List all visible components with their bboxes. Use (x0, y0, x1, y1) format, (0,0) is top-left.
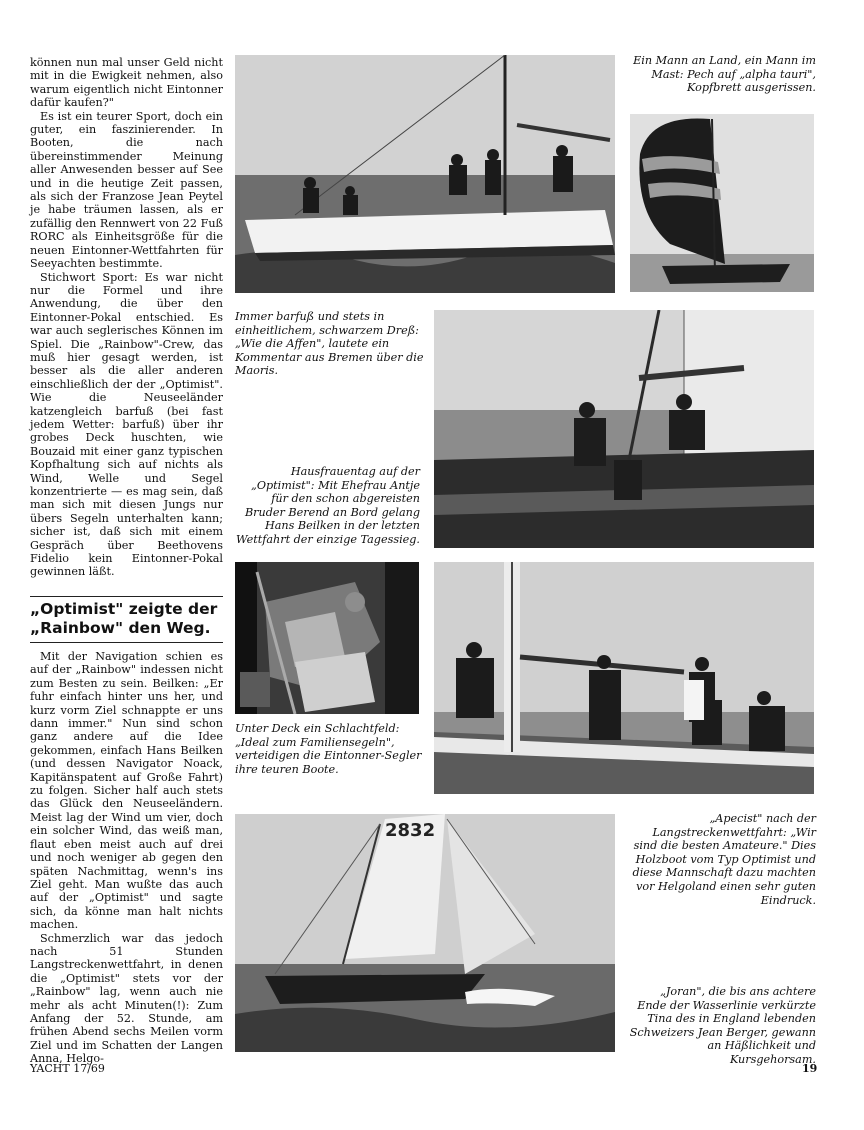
paragraph: Es ist ein teurer Sport, doch ein guter, ein faszinierender. In Booten, die nach übereinstimmender Meinung aller Anwesenden besser auf See und in die heutige Zeit passen, als sich der Franzose Jean Peytel je habe träumen lassen, als er zufällig den Rennwert von 22 Fuß RORC als Einheitsgröße für die neuen Eintonner-Wettfahrten für Seeyachten bestimmte. (30, 109, 224, 271)
paragraph: Schmerzlich war das jedoch nach 51 Stunden Langstreckenwettfahrt, in denen die „Optimist" stets vor der „Rainbow" lag, wenn auch nie mehr als acht Minuten(!): Zum Anfang der 52. Stunde, am frühen Abend sechs Meilen vorm Ziel und im Schatten der Langen Anna, Helgo- (30, 931, 223, 1066)
article-column-bottom (30, 650, 223, 1066)
photo-rainbow-crew-image (235, 55, 615, 293)
footer-issue: YACHT 17/69 (30, 1062, 105, 1075)
caption-joran: „Joran", die bis ans achtere Ende der Wasserlinie verkürzte Tina des in England lebenden Schweizers Jean Berger, gewann an Häßlichkeit und Kursgehorsam. (629, 985, 816, 1066)
caption-apecist: „Apecist" nach der Langstreckenwettfahrt: „Wir sind die besten Amateure." Dies Holzboot vom Typ Optimist und diese Mannschaft dazu machten vor Helgoland einen sehr guten Eindruck. (632, 812, 816, 907)
article-column-top (30, 56, 223, 579)
caption-alpha-tauri: Ein Mann an Land, ein Mann im Mast: Pech auf „alpha tauri", Kopfbrett ausgerissen. (633, 54, 816, 95)
photo-below-deck-image (235, 562, 419, 714)
photo-joran-image (235, 814, 615, 1052)
headline-line: „Optimist" zeigte der (30, 600, 218, 618)
photo-optimist-crew-image (434, 310, 814, 548)
photo-optimist-crew (434, 310, 814, 548)
paragraph: können nun mal unser Geld nicht mit in die Ewigkeit nehmen, also warum eigentlich nicht Eintonner dafür kaufen?" (30, 56, 223, 110)
sail-number: 2832 (385, 820, 436, 841)
caption-unter-deck: Unter Deck ein Schlachtfeld: „Ideal zum Familiensegeln", verteidigen die Eintonner-Segler ihre teuren Boote. (235, 722, 422, 776)
photo-joran (235, 814, 615, 1052)
paragraph: Stichwort Sport: Es war nicht nur die Formel und ihre Anwendung, die über den Eintonner-Pokal entschied. Es war auch seglerisches Können im Spiel. Die „Rainbow"-Crew, das muß hier gesagt werden, ist besser als die aller anderen einschließlich der der „Optimist". Wie die Neuseeländer katzengleich barfuß (bei fast jedem Wetter: barfuß) über ihr grobes Deck huschten, wie Bouzaid mit einer ganz typischen Kopfhaltung sich auf nichts als Wind, Welle und Segel konzentrierte — es mag sein, daß man sich mit diesen Jungs nur übers Segeln unterhalten kann; sicher ist, daß sich mit einem Gespräch über Beethovens Fidelio kein Eintonner-Pokal gewinnen läßt. (30, 270, 223, 579)
photo-apecist-crew-image (434, 562, 814, 794)
photo-apecist-crew (434, 562, 814, 794)
paragraph: Mit der Navigation schien es auf der „Rainbow" indessen nicht zum Besten zu sein. Beilken: „Er fuhr einfach hinter uns her, und kurz vorm Ziel schnappte er uns dann immer." Nun sind schon ganz andere auf die Idee gekommen, einfach Hans Beilken (und dessen Navigator Noack, Kapitänspatent auf Große Fahrt) zu folgen. Sicher half auch stets das Glück den Neuseeländern. Meist lag der Wind um vier, doch ein solcher Wind, das weiß man, flaut eben meist auch auf drei und noch weniger ab gegen den späten Nachmittag, wenn's ins Ziel geht. Man wußte das auch auf der „Optimist" und sagte sich, da könne man halt nichts machen. (30, 650, 223, 932)
photo-below-deck (235, 562, 419, 714)
photo-alpha-tauri (630, 114, 814, 292)
photo-alpha-tauri-image (630, 114, 814, 292)
caption-maoris: Immer barfuß und stets in einheitlichem, schwarzem Dreß: „Wie die Affen", lautete ein Kommentar aus Bremen über die Maoris. (235, 310, 424, 378)
caption-hausfrauentag: Hausfrauentag auf der „Optimist": Mit Ehefrau Antje für den schon abgereisten Bruder Berend an Bord gelang Hans Beilken in der letzten Wettfahrt der einzige Tagessieg. (236, 465, 420, 546)
photo-rainbow-crew (235, 55, 615, 293)
headline-line: „Rainbow" den Weg. (30, 619, 211, 637)
section-headline (30, 596, 223, 643)
page-number: 19 (802, 1062, 818, 1075)
